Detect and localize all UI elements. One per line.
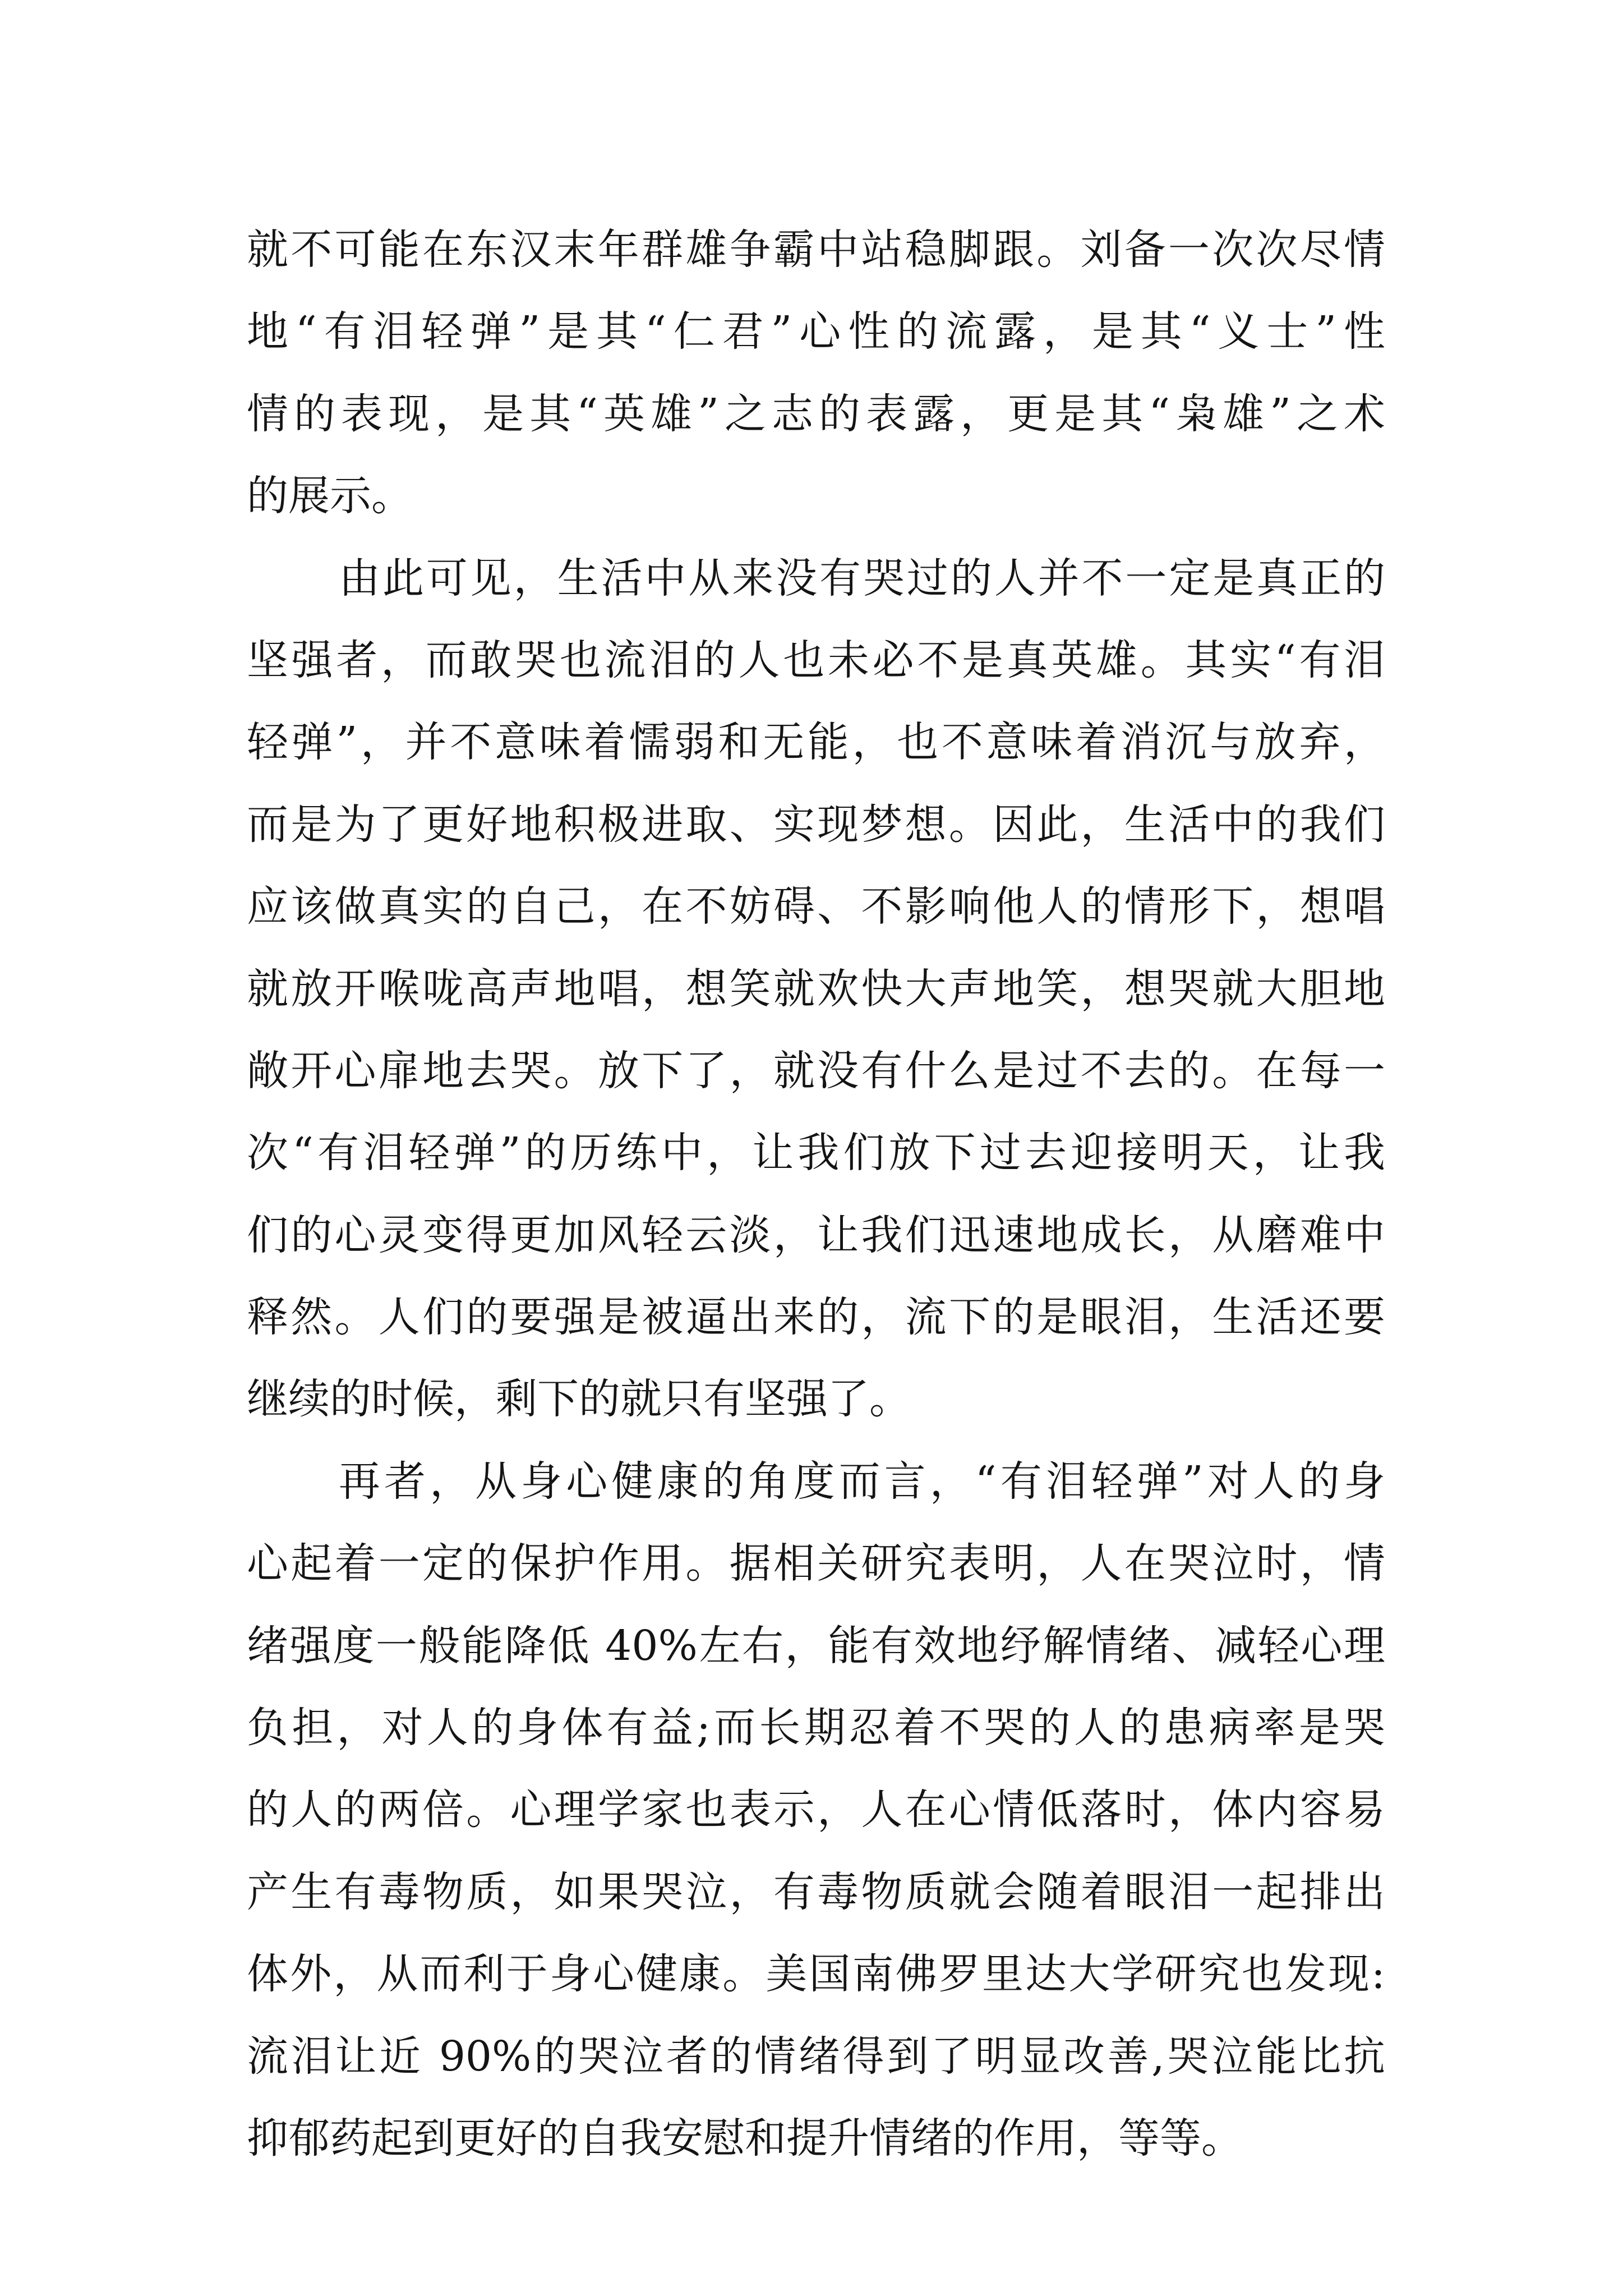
body-text (247, 209, 1385, 2179)
text-line: 次“有泪轻弹”的历练中，让我们放下过去迎接明天，让我 (247, 1129, 1385, 1177)
text-line: 就不可能在东汉末年群雄争霸中站稳脚跟。刘备一次次尽情 (247, 226, 1385, 274)
text-line: 应该做真实的自己，在不妨碍、不影响他人的情形下，想唱 (247, 882, 1385, 931)
text-line: 产生有毒物质，如果哭泣，有毒物质就会随着眼泪一起排出 (247, 1867, 1385, 1916)
text-line: 们的心灵变得更加风轻云淡，让我们迅速地成长，从磨难中 (247, 1211, 1385, 1259)
text-line: 就放开喉咙高声地唱，想笑就欢快大声地笑，想哭就大胆地 (247, 964, 1385, 1013)
text-line: 释然。人们的要强是被逼出来的，流下的是眼泪，生活还要 (247, 1293, 1385, 1342)
text-line: 绪强度一般能降低 40%左右，能有效地纾解情绪、减轻心理 (247, 1621, 1385, 1670)
text-line: 的人的两倍。心理学家也表示，人在心情低落时，体内容易 (247, 1786, 1385, 1834)
text-line: 继续的时候，剩下的就只有坚强了。 (247, 1375, 911, 1424)
text-line: 坚强者，而敢哭也流泪的人也未必不是真英雄。其实“有泪 (247, 636, 1385, 684)
text-line: 体外，从而利于身心健康。美国南佛罗里达大学研究也发现: (247, 1950, 1385, 1999)
paragraph-first-line: 由此可见，生活中从来没有哭过的人并不一定是真正的 (339, 554, 1385, 602)
text-line: 情的表现，是其“英雄”之志的表露，更是其“枭雄”之术 (247, 389, 1385, 438)
text-line: 负担，对人的身体有益;而长期忍着不哭的人的患病率是哭 (247, 1704, 1385, 1752)
text-line: 轻弹”，并不意味着懦弱和无能，也不意味着消沉与放弃， (247, 718, 1385, 767)
text-line: 地“有泪轻弹”是其“仁君”心性的流露，是其“义士”性 (247, 307, 1385, 356)
text-line: 敞开心扉地去哭。放下了，就没有什么是过不去的。在每一 (247, 1046, 1385, 1095)
text-line: 心起着一定的保护作用。据相关研究表明，人在哭泣时，情 (247, 1539, 1385, 1588)
text-line: 抑郁药起到更好的自我安慰和提升情绪的作用，等等。 (247, 2114, 1243, 2162)
text-line: 而是为了更好地积极进取、实现梦想。因此，生活中的我们 (247, 800, 1385, 849)
text-line: 流泪让近 90%的哭泣者的情绪得到了明显改善,哭泣能比抗 (247, 2032, 1385, 2081)
paragraph-first-line: 再者，从身心健康的角度而言，“有泪轻弹”对人的身 (339, 1457, 1385, 1506)
text-line: 的展示。 (247, 472, 413, 521)
